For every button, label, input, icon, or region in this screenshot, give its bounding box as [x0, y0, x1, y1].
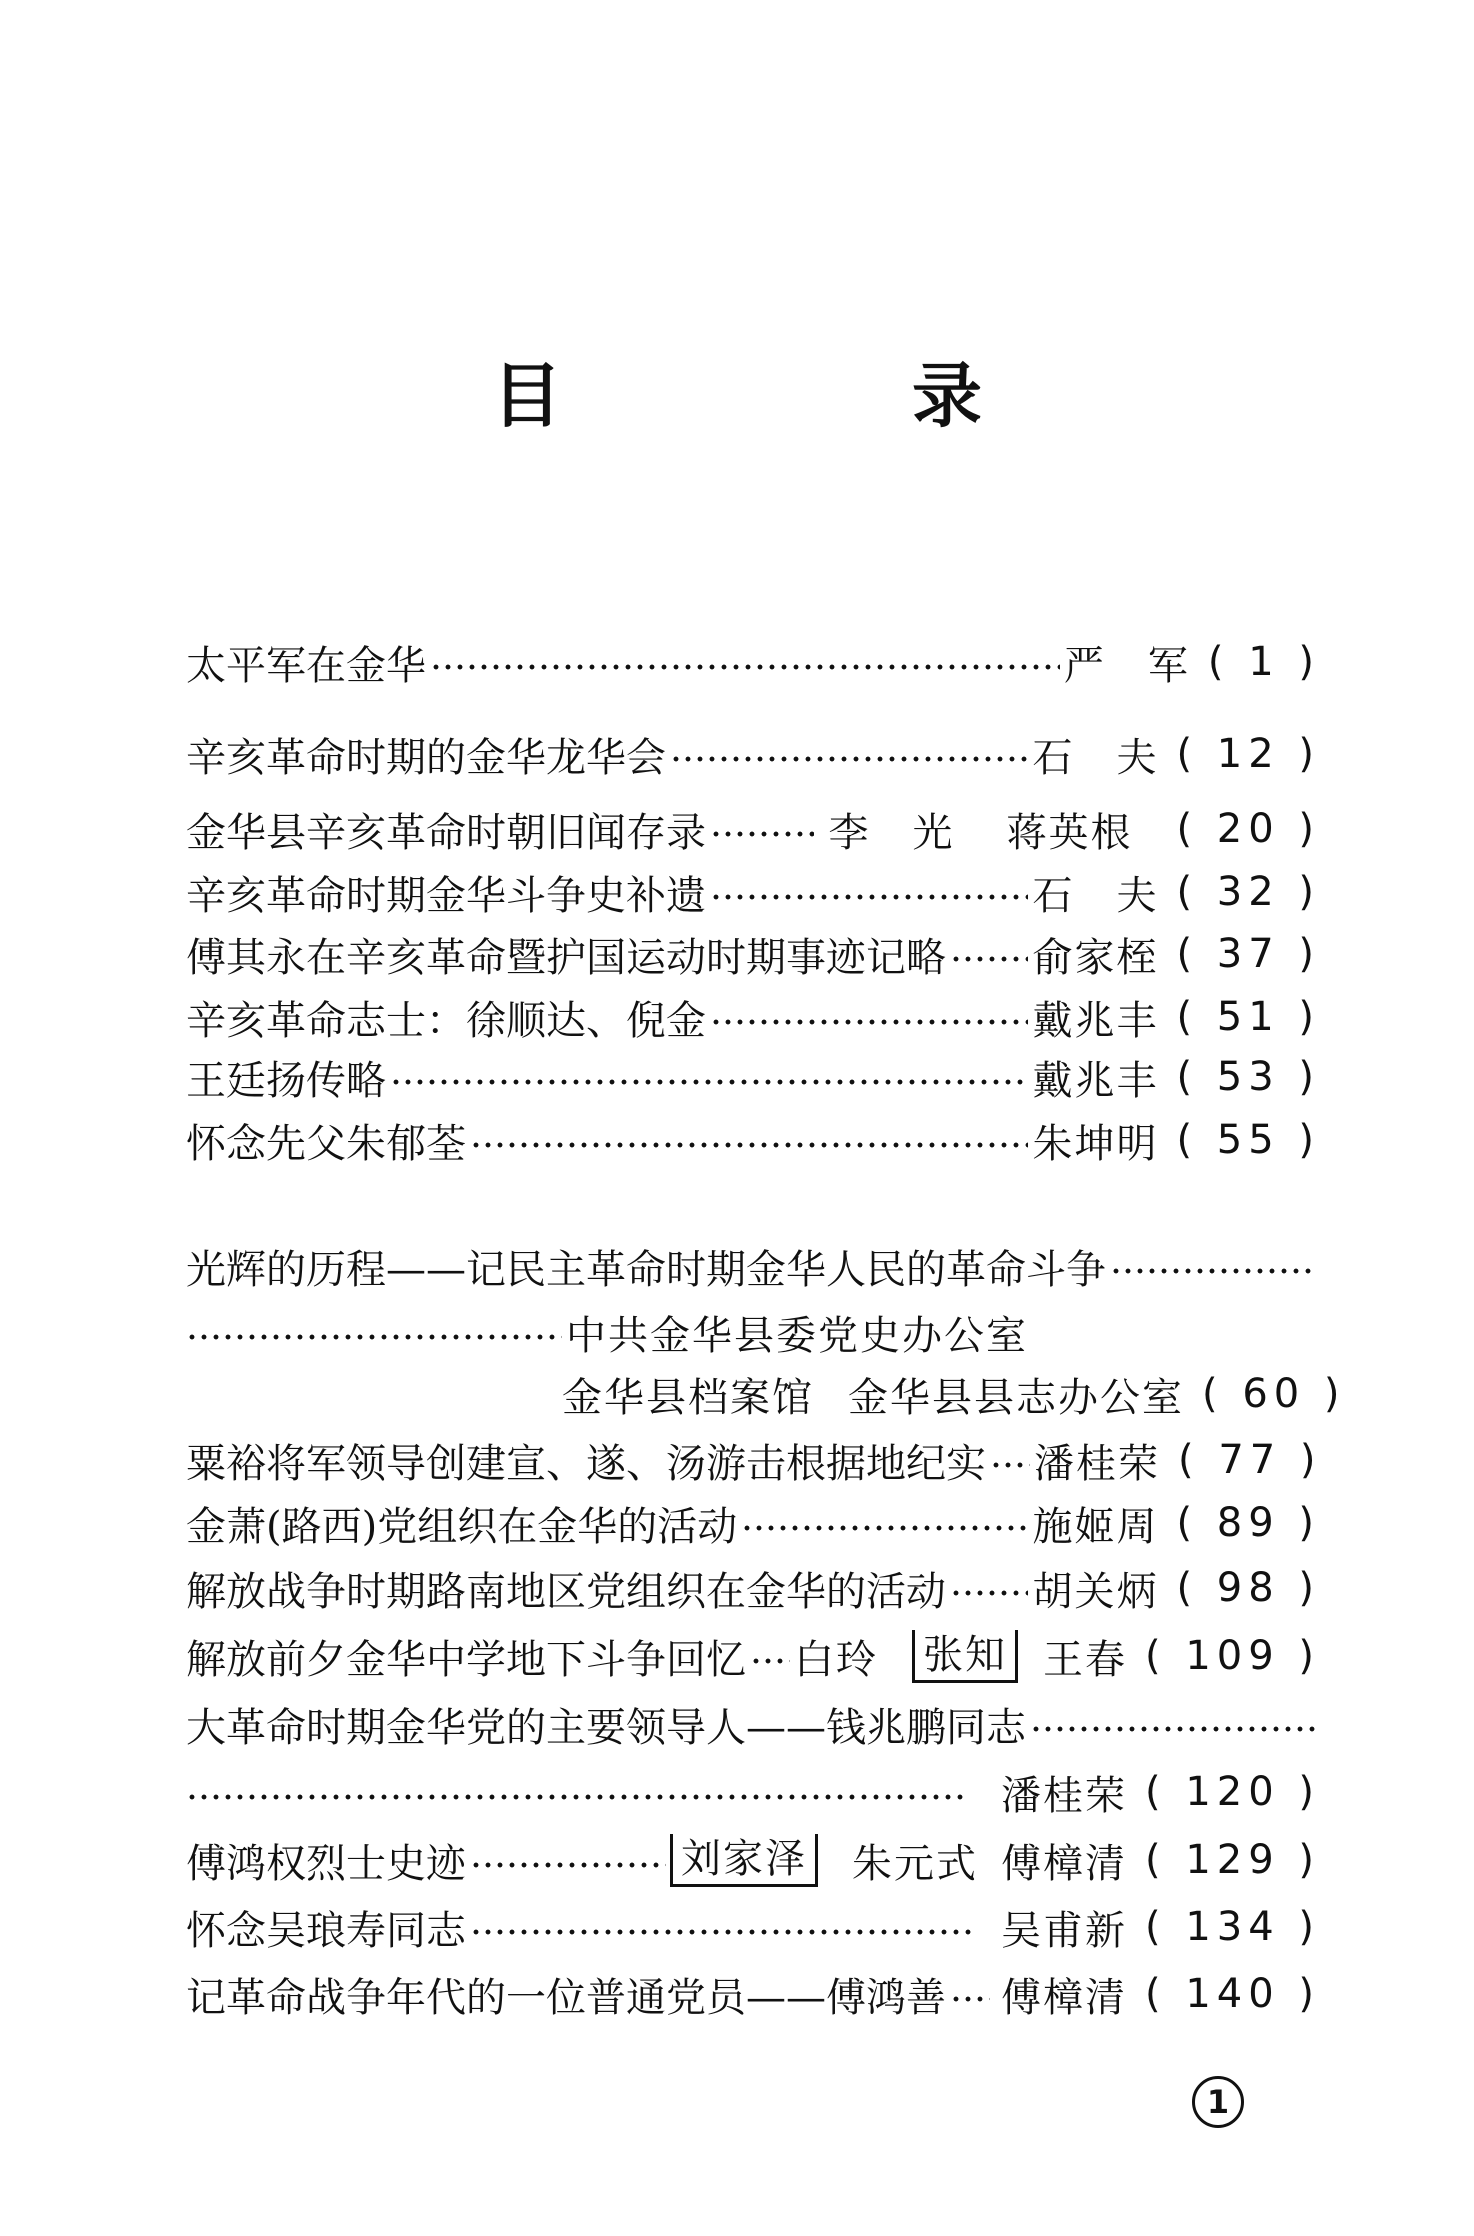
- entry-author: 吴甫新: [1001, 1907, 1127, 1954]
- entry-page: ( 53 ): [1176, 1054, 1320, 1100]
- leader-dots: [750, 1657, 790, 1665]
- entry-author: 朱元式: [852, 1840, 978, 1887]
- entry-title: 粟裕将军领导创建宣、遂、汤游击根据地纪实: [186, 1440, 986, 1487]
- entry-author: 金华县县志办公室: [848, 1374, 1184, 1421]
- entry-page: ( 60 ): [1202, 1371, 1346, 1417]
- leader-dots: [430, 663, 1060, 671]
- entry-page: ( 98 ): [1176, 1565, 1320, 1611]
- leader-dots: [470, 1141, 1028, 1149]
- toc-entry: [186, 1045, 1320, 1109]
- entry-author: 朱坤明: [1032, 1120, 1159, 1167]
- entry-page: ( 129 ): [1145, 1837, 1320, 1883]
- entry-page: ( 120 ): [1145, 1769, 1320, 1815]
- entry-page: ( 89 ): [1176, 1500, 1320, 1546]
- entry-author: 李 光: [828, 809, 955, 856]
- entry-page: ( 32 ): [1176, 869, 1320, 915]
- entry-page: ( 51 ): [1176, 994, 1320, 1040]
- entry-author: 潘桂荣: [1001, 1772, 1127, 1819]
- entry-title: 怀念先父朱郁荃: [186, 1120, 466, 1167]
- entry-author: 石 夫: [1032, 734, 1159, 781]
- entry-title: 解放战争时期路南地区党组织在金华的活动: [186, 1568, 946, 1615]
- entry-title: 傅其永在辛亥革命暨护国运动时期事迹记略: [186, 934, 946, 981]
- toc-entry: [186, 1962, 1320, 2026]
- entry-author: 金华县档案馆: [562, 1374, 814, 1421]
- entry-title: 辛亥革命志士：徐顺达、倪金: [186, 997, 706, 1044]
- entry-author: 戴兆丰: [1032, 997, 1159, 1044]
- entry-title: 王廷扬传略: [186, 1057, 386, 1104]
- toc-entry: [186, 985, 1320, 1049]
- leader-dots: [950, 1589, 1028, 1597]
- entry-author: 严 军: [1063, 642, 1190, 689]
- leader-dots: [950, 1995, 990, 2003]
- entry-page: ( 109 ): [1145, 1633, 1320, 1679]
- leader-dots: [1030, 1725, 1316, 1733]
- toc-entry: [186, 722, 1320, 786]
- entry-page: ( 37 ): [1176, 931, 1320, 977]
- toc-entry: [186, 922, 1320, 986]
- entry-author: 潘桂荣: [1034, 1440, 1160, 1487]
- entry-author: 石 夫: [1032, 872, 1159, 919]
- entry-title: 辛亥革命时期金华斗争史补遗: [186, 872, 706, 919]
- leader-dots: [470, 1928, 973, 1936]
- leader-dots: [741, 1524, 1028, 1532]
- leader-dots: [950, 955, 1028, 963]
- entry-author: 中共金华县委党史办公室: [566, 1312, 1028, 1359]
- toc-entry: [186, 1108, 1320, 1172]
- toc-entry: [186, 630, 1320, 694]
- entry-author: 施姬周: [1032, 1503, 1159, 1550]
- entry-author: 胡关炳: [1032, 1568, 1159, 1615]
- toc-entry-continued: [186, 1760, 1320, 1824]
- entry-page: ( 1 ): [1207, 639, 1320, 685]
- entry-author: 戴兆丰: [1032, 1057, 1159, 1104]
- leader-dots: [710, 830, 814, 838]
- entry-title: 傅鸿权烈士史迹: [186, 1840, 466, 1887]
- toc-entry: [186, 860, 1320, 924]
- leader-dots: [470, 1861, 666, 1869]
- entry-title: 怀念吴琅寿同志: [186, 1907, 466, 1954]
- entry-page: ( 12 ): [1176, 731, 1320, 777]
- entry-page: ( 134 ): [1145, 1904, 1320, 1950]
- toc-entry: [186, 1556, 1320, 1620]
- entry-author: 傅樟清: [1001, 1840, 1127, 1887]
- entry-title: 光辉的历程——记民主革命时期金华人民的革命斗争: [186, 1246, 1106, 1293]
- leader-dots: [390, 1078, 1028, 1086]
- entry-author: 俞家桎: [1032, 934, 1159, 981]
- toc-entry: [186, 1428, 1320, 1492]
- entry-author-boxed: 刘家泽: [670, 1834, 818, 1887]
- entry-title: 太平军在金华: [186, 642, 426, 689]
- entry-author: 白玲: [794, 1636, 878, 1683]
- leader-dots: [1110, 1267, 1316, 1275]
- entry-title: 金华县辛亥革命时朝旧闻存录: [186, 809, 706, 856]
- entry-page: ( 77 ): [1178, 1437, 1322, 1483]
- entry-author: 傅樟清: [1001, 1974, 1127, 2021]
- entry-page: ( 20 ): [1176, 806, 1320, 852]
- leader-dots: [186, 1793, 967, 1801]
- toc-entry: [186, 797, 1320, 861]
- entry-title: 金萧(路西)党组织在金华的活动: [186, 1503, 738, 1550]
- page-title: 目 录: [492, 354, 1122, 437]
- toc-entry-continued: [186, 1362, 1346, 1426]
- entry-title: 大革命时期金华党的主要领导人——钱兆鹏同志: [186, 1704, 1026, 1751]
- toc-entry: [186, 1692, 1320, 1756]
- entry-title: 辛亥革命时期的金华龙华会: [186, 734, 666, 781]
- entry-author: 蒋英根: [1006, 809, 1133, 856]
- leader-dots: [186, 1333, 562, 1341]
- entry-page: ( 140 ): [1145, 1971, 1320, 2017]
- toc-entry: [186, 1895, 1320, 1959]
- toc-entry-continued: [186, 1300, 1320, 1364]
- toc-entry: [186, 1828, 1320, 1892]
- toc-entry: [186, 1491, 1320, 1555]
- leader-dots: [710, 1018, 1028, 1026]
- entry-title: 解放前夕金华中学地下斗争回忆: [186, 1636, 746, 1683]
- entry-title: 记革命战争年代的一位普通党员——傅鸿善: [186, 1974, 946, 2021]
- entry-page: ( 55 ): [1176, 1117, 1320, 1163]
- leader-dots: [670, 755, 1028, 763]
- leader-dots: [990, 1461, 1030, 1469]
- toc-entry: [186, 1234, 1320, 1298]
- leader-dots: [710, 893, 1028, 901]
- toc-entry: [186, 1624, 1320, 1688]
- entry-author: 王春: [1043, 1636, 1127, 1683]
- page-number: 1: [1192, 2076, 1244, 2128]
- entry-author-boxed: 张知: [912, 1630, 1018, 1683]
